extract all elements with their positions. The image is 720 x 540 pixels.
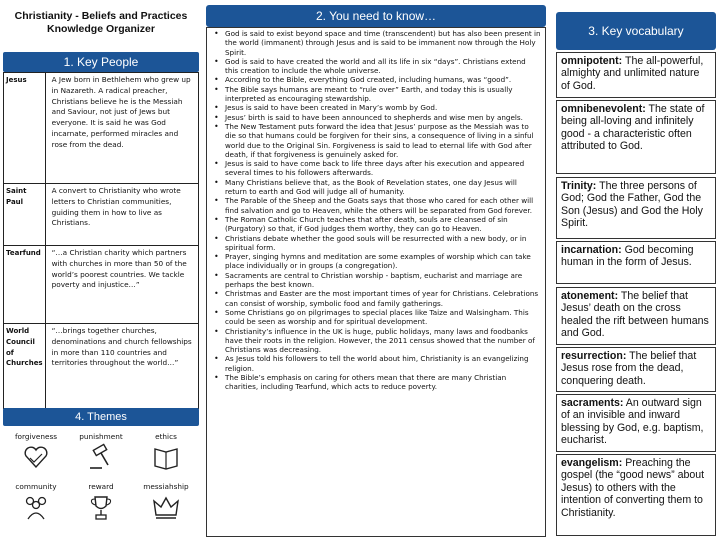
need-to-know-list [213, 29, 541, 392]
list-item: • Sacraments are central to Christian worship - baptism, eucharist and marriage are perhaps the best known. [213, 271, 541, 290]
vocab-term: sacraments: [561, 397, 624, 409]
list-item: • Some Christians go on pilgrimages to special places like Taize and Walsingham. This could be seen as worship and for spiritual development. [213, 308, 541, 327]
table-row [4, 246, 199, 324]
list-item: • Christianity’s influence in the UK is huge, public holidays, many laws and foodbanks have their roots in the religion. However, the 2011 census showed that the number of Christians was decreasing. [213, 327, 541, 355]
table-row [4, 184, 199, 246]
vocab-definition: Preaching the gospel (the “good news” about Jesus) to others with the intention of converting them to Christianity. [561, 457, 705, 519]
vocab-term: omnipotent: [561, 55, 623, 67]
vocab-term: resurrection: [561, 350, 627, 362]
key-people-table [3, 72, 199, 409]
theme-label: forgiveness [14, 432, 58, 441]
person-name: Tearfund [4, 246, 46, 324]
list-item: • The Parable of the Sheep and the Goats says that those who cared for each other will find salvation and go to Heaven, while the others will be separated from God forever. [213, 196, 541, 215]
page-title: Christianity - Beliefs and Practices Knowledge Organizer [14, 10, 188, 35]
theme-label: reward [88, 482, 114, 491]
list-item: • The Bible’s emphasis on caring for others mean that there are many Christian charities, including Tearfund, which acts to reduce poverty. [213, 373, 541, 392]
vocab-definition: The all-powerful, almighty and unlimited nature of God. [561, 55, 704, 92]
person-description: A convert to Christianity who wrote letters to Christian communities, guiding them in how to live as Christians. [45, 184, 198, 246]
list-item: • As Jesus told his followers to tell the world about him, Christianity is an evangelizing religion. [213, 354, 541, 373]
vocab-definition: The belief that Jesus’ death on the cross healed the rift between humans and God. [561, 290, 709, 340]
crown-icon [151, 493, 181, 521]
theme-label: ethics [155, 432, 177, 441]
vocab-definition: The belief that Jesus rose from the dead, conquering death. [561, 350, 697, 387]
vocab-card [556, 454, 716, 536]
list-item: • The Bible says humans are meant to “rule over” Earth, and today this is usually interpreted as encouraging stewardship. [213, 85, 541, 104]
theme-item [3, 432, 69, 471]
list-item: • Jesus is said to have come back to life three days after his execution and appeared several times to his followers afterwards. [213, 159, 541, 178]
vocab-card [556, 177, 716, 239]
theme-item [68, 482, 134, 521]
person-description: “…brings together churches, denominations and church fellowships in more than 110 countries and territories throughout the world…” [45, 324, 198, 409]
theme-item [3, 482, 69, 521]
table-row [4, 73, 199, 184]
vocab-term: omnibenevolent: [561, 103, 646, 115]
list-item: • The New Testament puts forward the idea that Jesus’ purpose as the Messiah was to die so that humans could be forgiven for their sins, a consequence of living in a sinful world due to the Original Sin. Forgiveness is said to lead to eternal life with God after death, if that forgiveness is genuinely asked for. [213, 122, 541, 159]
trophy-icon [86, 493, 116, 521]
theme-item [133, 482, 199, 521]
list-item: • Many Christians believe that, as the Book of Revelation states, one day Jesus will return to earth and God will judge all of humanity. [213, 178, 541, 197]
list-item: • The Roman Catholic Church teaches that after death, souls are cleansed of sin (Purgatory) so that, if God judges them worthy, they can go to Heaven. [213, 215, 541, 234]
gavel-icon [86, 443, 116, 471]
book-icon [151, 443, 181, 471]
vocab-card [556, 52, 716, 98]
theme-label: community [15, 482, 57, 491]
need-to-know-heading: 2. You need to know… [206, 5, 546, 27]
vocab-term: Trinity: [561, 180, 597, 192]
list-item: • Jesus is said to have been created in Mary’s womb by God. [213, 103, 541, 112]
theme-label: punishment [79, 432, 123, 441]
person-name: World Council of Churches [4, 324, 46, 409]
list-item: • Christians debate whether the good souls will be resurrected with a new body, or in spiritual form. [213, 234, 541, 253]
vocab-definition: The state of being all-loving and infinitely good - a characteristic often attributed to God. [561, 103, 705, 153]
vocab-definition: An outward sign of an invisible and inward blessing by God, e.g. baptism, eucharist. [561, 397, 704, 447]
person-name: Jesus [4, 73, 46, 184]
person-description: “…a Christian charity which partners with churches in more than 50 of the world’s poorest countries. We tackle poverty and injustice…” [45, 246, 198, 324]
need-to-know-panel [206, 27, 546, 537]
theme-label: messiahship [143, 482, 189, 491]
vocab-card [556, 100, 716, 174]
vocab-term: evangelism: [561, 457, 623, 469]
list-item: • According to the Bible, everything God created, including humans, was “good”. [213, 75, 541, 84]
person-description: A Jew born in Bethlehem who grew up in Nazareth. A radical preacher, Christians believe he is the Messiah and Saviour, not just of Jews but everyone. It is said he was God incarnate, performed miracles and rose from the dead. [45, 73, 198, 184]
themes-heading: 4. Themes [3, 408, 199, 426]
theme-item [133, 432, 199, 471]
vocab-card [556, 394, 716, 452]
vocab-term: atonement: [561, 290, 619, 302]
vocab-card [556, 287, 716, 345]
people-icon [21, 493, 51, 521]
table-row [4, 324, 199, 409]
vocab-definition: The three persons of God; God the Father, God the Son (Jesus) and God the Holy Spirit. [561, 180, 703, 230]
vocab-term: incarnation: [561, 244, 622, 256]
list-item: • God is said to exist beyond space and time (transcendent) but has also been present in the world (immanent) through Jesus and is said to be immanent now through the Holy Spirit. [213, 29, 541, 57]
vocab-card [556, 241, 716, 284]
person-name: Saint Paul [4, 184, 46, 246]
list-item: • Christmas and Easter are the most important times of year for Christians. Celebrations can consist of worship, symbolic food and family gatherings. [213, 289, 541, 308]
key-people-heading: 1. Key People [3, 52, 199, 72]
themes-grid [3, 426, 199, 537]
vocab-definition: God becoming human in the form of Jesus. [561, 244, 694, 269]
vocab-card [556, 347, 716, 392]
list-item: • Prayer, singing hymns and meditation are some examples of worship which can take place individually or in groups (a congregation). [213, 252, 541, 271]
vocabulary-heading: 3. Key vocabulary [556, 12, 716, 50]
theme-item [68, 432, 134, 471]
list-item: • God is said to have created the world and all its life in six “days”. Christians extend this creation to include the whole universe. [213, 57, 541, 76]
list-item: • Jesus’ birth is said to have been announced to shepherds and wise men by angels. [213, 113, 541, 122]
heart-hands-icon [21, 443, 51, 471]
